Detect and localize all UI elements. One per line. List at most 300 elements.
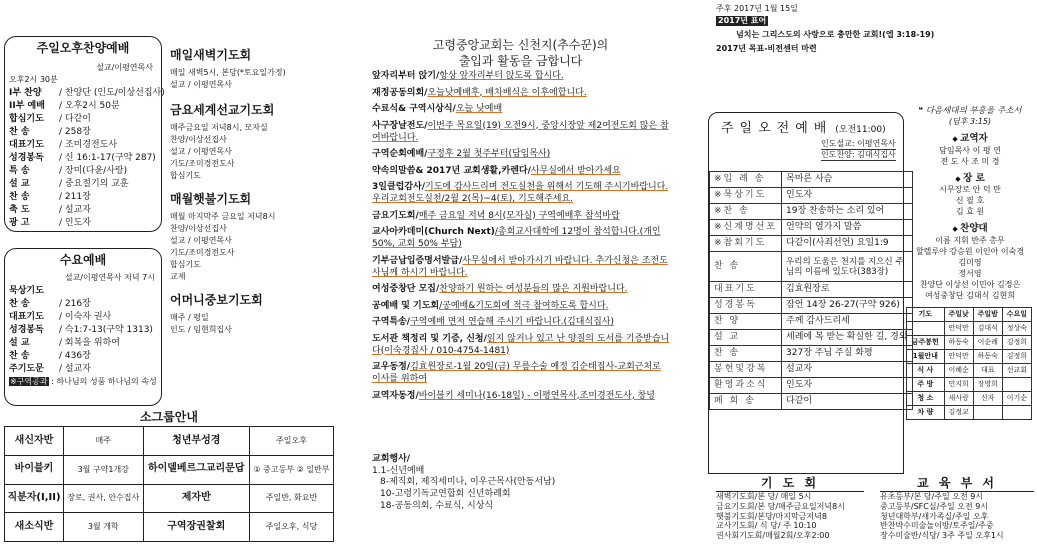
worship-order-label: 찬 송 xyxy=(710,346,782,362)
quote-icon: ❝ xyxy=(918,106,924,116)
prayer-meeting-title: 어머니중보기도회 xyxy=(170,293,263,307)
sunday-worship-time: (오전11:00) xyxy=(835,125,886,135)
duty-cell: 차 량 xyxy=(907,406,945,420)
news-item-text: 사무실에서 받아가세요 xyxy=(530,165,621,176)
worship-order-row xyxy=(710,282,913,298)
order-value: / 회복을 위하여 xyxy=(59,338,120,348)
staff-line: 정서영 xyxy=(958,269,982,279)
small-group-cell: 새소식반 xyxy=(5,513,64,542)
prayer-bottom-line: 교사기도회/ 식 당/ 주 10:10 xyxy=(716,521,817,531)
duty-header: 기도 xyxy=(907,308,945,322)
duty-cell: 장영희 xyxy=(973,378,1002,392)
wednesday-worship-box xyxy=(4,248,162,406)
news-item xyxy=(372,390,672,402)
order-value: / 436장 xyxy=(59,351,91,361)
event-item: 18-공동의회, 수료식, 시상식 xyxy=(380,500,494,511)
worship-order-label: 폐 회 송 xyxy=(710,394,782,410)
worship-order-value: 327장 주님 주실 화평 xyxy=(782,346,913,362)
worship-order-value: 인도자 xyxy=(782,378,913,394)
prayer-meeting-line: 매월 마지막주 금요일 저녁8시 xyxy=(170,212,276,221)
prayer-meeting-line: 합심기도 xyxy=(170,260,201,269)
prayer-meeting xyxy=(170,48,330,91)
small-group-row xyxy=(5,455,334,484)
staff-line: 할렐루야 강승원 이인아 이숙경 xyxy=(915,247,1025,257)
duty-cell: 하동숙 xyxy=(944,336,973,350)
date-header: 주후 2017년 1월 15일 xyxy=(716,4,798,13)
staff-sections xyxy=(906,133,1034,302)
worship-order-label: 찬 양 xyxy=(710,314,782,330)
duty-row xyxy=(907,350,1032,364)
duty-cell: 김정교 xyxy=(944,406,973,420)
order-value: / 216장 xyxy=(59,299,91,309)
order-row xyxy=(9,87,165,100)
motto-text: 넘치는 그리스도의 사랑으로 충만한 교회!(엡 3:18-19) xyxy=(736,30,935,39)
order-label: 설 교 xyxy=(9,179,30,189)
sunday-afternoon-order xyxy=(9,87,165,230)
sunday-afternoon-worship-title: 주일오후찬양예배 xyxy=(36,41,130,55)
news-item-heading: 도서관 책정리 및 기증, 신청/ xyxy=(372,333,487,344)
prayer-meeting-line: 설교 / 이평연목사 xyxy=(170,80,232,89)
worship-order-label: ※참회기도 xyxy=(710,236,782,252)
worship-order-row xyxy=(710,378,913,394)
order-row xyxy=(9,126,159,139)
news-item-text: 이번주 목요일(19) 오전9시, 중앙시장앞 제2여전도회 많은 참여바랍니다. xyxy=(372,120,669,143)
order-label: 광 고 xyxy=(9,218,30,228)
duty-cell xyxy=(1002,378,1031,392)
news-item-text: 사무실에서 받아가시기 바랍니다. 추가신청은 조전도사님께 하시기 바랍니다. xyxy=(372,255,668,278)
duty-row xyxy=(907,364,1032,378)
worship-order-row xyxy=(710,330,913,346)
order-value: / 이숙자 권사 xyxy=(59,312,112,322)
duty-cell xyxy=(973,406,1002,420)
order-row xyxy=(9,363,159,376)
staff-line: 찬양단 이상선 이민아 김정은 xyxy=(919,280,1021,290)
education-line: 청년대학부/새가족실/주일 오후 xyxy=(880,511,989,521)
wednesday-worship-title: 수요예배 xyxy=(59,253,107,267)
worship-order-row xyxy=(710,172,913,188)
news-item-text: /공예배&기도회에 적극 참여하도록 합시다. xyxy=(439,300,609,311)
prayer-bottom-line: 금요기도회/본 당/매주금요일저녁8시 xyxy=(716,501,845,511)
education-title: 교 육 부 서 xyxy=(880,476,1034,492)
duty-cell: 대표 xyxy=(973,364,1002,378)
news-item-heading: 수료식& 구역시상식/ xyxy=(372,104,456,114)
order-value: / 설교자 xyxy=(59,364,91,374)
order-row xyxy=(9,350,159,363)
worship-order-label: ※찬 송 xyxy=(710,204,782,220)
duty-table xyxy=(906,307,1032,420)
news-item xyxy=(372,120,672,144)
news-item-text: 항상 앞자리부터 앉도록 합시다. xyxy=(439,71,564,81)
order-value: / 설교자 xyxy=(59,205,91,215)
prayer-meeting xyxy=(170,293,330,336)
wednesday-order xyxy=(9,285,159,376)
small-group-title: 소그룹안내 xyxy=(140,410,198,424)
prayer-meeting-line: 찬양/이상선집사 xyxy=(170,135,227,144)
prayer-meeting-line: 인도 / 임현희집사 xyxy=(170,325,232,334)
worship-order-value: 목마른 사슴 xyxy=(782,172,913,188)
news-item xyxy=(372,70,672,82)
news-item xyxy=(372,148,672,160)
duty-cell: 이기순 xyxy=(1002,392,1031,406)
prayer-meeting-title: 매일새벽기도회 xyxy=(170,48,252,62)
small-group-cell: ① 중고등부 ② 일반부 xyxy=(249,455,333,484)
prayer-meeting-line: 매일 새벽5시, 본당(*토요일가정) xyxy=(170,68,286,77)
worship-order-row xyxy=(710,346,913,362)
news-item-text: 읽지 않거나 있고 난 양질의 도서를 기증받습니다(이숙경집사 / 010-4754-1481) xyxy=(372,333,670,356)
news-item xyxy=(372,255,672,279)
prayer-meeting-line: 교제 xyxy=(170,272,186,281)
duty-cell: 금주봉헌 xyxy=(907,336,945,350)
prayer-meeting-line: 기도/조미경전도사 xyxy=(170,248,235,257)
order-label: 축 도 xyxy=(9,205,30,215)
small-group-cell: 하이델베르그교리문답 xyxy=(143,455,249,484)
small-group-cell: 3월 구약1개강 xyxy=(63,455,143,484)
small-group-row xyxy=(5,484,334,513)
news-item-heading: 교사아카데미(Church Next) xyxy=(372,227,495,237)
worship-order-value: 잠언 14장 26-27(구약 926) xyxy=(782,298,913,314)
prayer-meeting-line: 설교 / 이평연목사 xyxy=(170,147,232,156)
duty-cell: 선교회 xyxy=(1002,364,1031,378)
news-item xyxy=(372,316,672,328)
prayer-meeting-line: 기도/조미경전도사 xyxy=(170,159,235,168)
order-value: / 신 16:1-17(구약 287) xyxy=(59,153,156,163)
order-row xyxy=(9,113,159,126)
news-item-heading: 금요기도회/ xyxy=(372,210,419,221)
worship-order-label: 대표기도 xyxy=(710,282,782,298)
news-item-text: 찬양하기 원하는 여성분들의 많은 지원바랍니다. xyxy=(439,284,628,294)
order-value: / 211장 xyxy=(59,192,91,202)
event-item: 8-제직회, 제직세미나, 이우근목사(안동서남) xyxy=(380,477,556,488)
news-item xyxy=(372,210,672,222)
news-title-line1: 고령중앙교회는 신천지(추수꾼)의 xyxy=(432,38,609,52)
worship-leader: 인도설교: 이평연목사 xyxy=(821,139,896,148)
news-item-text: 구역예배 면저 연습해 주시기 바랍니다.(김대식집사) xyxy=(410,317,614,327)
wednesday-leader: 설교/이평연목사 저녁 7시 xyxy=(64,273,155,282)
sunday-worship-heading xyxy=(721,121,886,137)
sunday-afternoon-time: 오후2시 30분 xyxy=(9,75,58,84)
worship-order-label: ※입 례 송 xyxy=(710,172,782,188)
news-item-heading: 사구장날전도/ xyxy=(372,120,428,131)
duty-row xyxy=(907,406,1032,420)
order-label: 합심기도 xyxy=(9,114,44,124)
order-label: 찬 송 xyxy=(9,192,30,202)
news-item-heading: 3일클럽감사/ xyxy=(372,182,426,192)
small-group-row xyxy=(5,427,334,456)
order-label: 주기도문 xyxy=(9,364,44,374)
sunday-worship-leaders xyxy=(821,139,896,161)
staff-section-name: 장 로 xyxy=(963,172,985,184)
news-item xyxy=(372,103,672,115)
small-group-cell: 매주 xyxy=(63,427,143,456)
worship-order-row xyxy=(710,188,913,204)
worship-order-value: 인도자 xyxy=(782,188,913,204)
prayer-meeting-line: 매주금요일 저녁8시, 모자실 xyxy=(170,123,268,132)
staff-line: 여성중창단 김대식 김현희 xyxy=(924,291,1016,301)
order-row xyxy=(9,337,159,350)
order-row xyxy=(9,152,159,165)
worship-order-value: 다같이(사죄선언) 요일1:9 xyxy=(782,236,913,252)
staff-line: 담임목사 이 평 연 xyxy=(939,145,1001,155)
staff-section-title xyxy=(906,173,1034,185)
staff-block xyxy=(906,106,1034,420)
staff-section xyxy=(906,223,1034,301)
order-row xyxy=(9,324,159,337)
event-item: 1.1-신년예배 xyxy=(372,465,425,476)
worship-order-row xyxy=(710,314,913,330)
sunday-worship-order-table xyxy=(709,171,913,410)
duty-cell: 김대식 xyxy=(973,322,1002,336)
motto-label: 2017년 표어 xyxy=(718,16,767,25)
small-group-cell: 구역장권찰회 xyxy=(143,513,249,542)
wednesday-note xyxy=(9,377,161,387)
small-group-cell: 주일반, 화요반 xyxy=(249,484,333,513)
duty-cell: 1월안내 xyxy=(907,350,945,364)
small-group-cell: 새신자반 xyxy=(5,427,64,456)
order-value: / 중요절기의 교훈 xyxy=(59,179,129,189)
news-item xyxy=(372,300,672,312)
duty-cell: 이순례 xyxy=(973,336,1002,350)
duty-row xyxy=(907,378,1032,392)
worship-order-value: 우리의 도움은 천지를 지으신 주님의 이름에 있도다(383장) xyxy=(782,252,913,282)
small-group-cell: 직분자(I,II) xyxy=(5,484,64,513)
worship-order-row xyxy=(710,220,913,236)
duty-cell: 김정희 xyxy=(1002,336,1031,350)
education-departments xyxy=(880,476,1034,541)
events-list xyxy=(372,466,672,513)
prayer-meeting-line: 찬양/이상선집사 xyxy=(170,224,227,233)
staff-section-name: 교역자 xyxy=(960,132,988,144)
news-item xyxy=(372,226,672,250)
duty-row xyxy=(907,322,1032,336)
order-label: 대표기도 xyxy=(9,312,44,322)
worship-order-row xyxy=(710,298,913,314)
duty-cell: 정상숙 xyxy=(1002,322,1031,336)
order-row xyxy=(9,100,159,113)
duty-cell: 이혜순 xyxy=(944,364,973,378)
news-item-text: /총회교사대학에 12명이 참석합니다.(개인 50%, 교회 50% 부담) xyxy=(372,227,661,249)
goal-text: 2017년 목표-비전센터 마련 xyxy=(716,44,817,53)
prayer-bottom-line: 권사회기도회/매월2회/오후2:00 xyxy=(716,531,830,540)
duty-cell: 식 사 xyxy=(907,364,945,378)
staff-section-name: 찬양대 xyxy=(960,223,988,235)
news-item xyxy=(372,361,672,385)
duty-cell xyxy=(1002,406,1031,420)
news-item-heading: 여성중창단 모집/ xyxy=(372,284,440,294)
prayer-bottom-line: 햇불기도회/본당/마지막금저녁8 xyxy=(716,511,827,521)
education-line: 반찬박수미술놀이방/토주일/주중 xyxy=(880,521,994,531)
prayer-meeting-title: 매월햇불기도회 xyxy=(170,192,252,206)
sunday-afternoon-worship-box xyxy=(4,36,165,232)
duty-cell: 안덕만 xyxy=(944,350,973,364)
duty-header-row xyxy=(907,308,1032,322)
prayer-meeting xyxy=(170,103,330,182)
news-item-text: 바이블키 세미나(16-18일) - 이평연목사,조미경전도사, 창녕 xyxy=(418,390,655,401)
prayer-meeting-title: 금요세계선교기도회 xyxy=(170,103,275,117)
order-value: / 다같이 xyxy=(59,114,91,124)
duty-header: 수요일 xyxy=(1002,308,1031,322)
order-label: 설 교 xyxy=(9,338,30,348)
order-value: / 258장 xyxy=(59,127,91,137)
event-item: 10-고령기독교연합회 신년하례회 xyxy=(380,489,511,500)
worship-order-value: 언약의 열가지 말씀 xyxy=(782,220,913,236)
staff-section-title xyxy=(906,223,1034,235)
worship-order-label: 설 교 xyxy=(710,330,782,346)
prayer-meetings-bottom xyxy=(716,476,864,541)
order-row xyxy=(9,139,159,152)
order-label: 성경봉독 xyxy=(9,153,44,163)
news-list xyxy=(372,70,672,406)
news-item xyxy=(372,87,672,99)
order-label: 찬 송 xyxy=(9,299,30,309)
order-row xyxy=(9,204,159,217)
news-item-heading: 공예배 및 기도회 xyxy=(372,300,440,311)
staff-line: 전 도 사 조 미 경 xyxy=(940,156,1000,166)
prayer-meeting-line: 설교 / 이평연목사 xyxy=(170,236,232,245)
news-item-text: 매주 금요일 저녁 8시(모자실) 구역예배후 참석바랍 xyxy=(418,210,620,221)
order-label: I부 찬양 xyxy=(9,88,42,98)
news-title xyxy=(368,38,673,69)
news-item xyxy=(372,283,672,295)
news-item-text: 오늘낮예배후, 배차배식은 이후에합니다. xyxy=(427,87,587,98)
duty-header: 주일낮 xyxy=(944,308,973,322)
duty-cell: 신자 xyxy=(973,392,1002,406)
small-group-cell: 바이블키 xyxy=(5,455,64,484)
news-item-heading: 구역순회예배/ xyxy=(372,149,428,159)
order-row xyxy=(9,298,159,311)
worship-order-row xyxy=(710,236,913,252)
prayer-meeting-line: 매주 / 평일 xyxy=(170,313,209,322)
prayer-meeting-line: 합심기도 xyxy=(170,171,201,180)
order-row xyxy=(9,191,159,204)
staff-section-title xyxy=(906,133,1034,145)
worship-order-label: ※묵상기도 xyxy=(710,188,782,204)
order-row xyxy=(9,285,159,298)
order-row xyxy=(9,311,159,324)
worship-order-row xyxy=(710,252,913,282)
order-value: / 찬양단 (인도/이상선집사) xyxy=(59,88,165,98)
duty-cell: 하동숙 xyxy=(973,350,1002,364)
staff-line: 김 효 원 xyxy=(955,207,985,217)
duty-header: 주일밤 xyxy=(973,308,1002,322)
order-value: / 오후2시 50분 xyxy=(59,101,120,111)
staff-section xyxy=(906,173,1034,218)
bullet-icon: ◆ xyxy=(952,134,961,143)
worship-order-value: 설교자 xyxy=(782,362,913,378)
worship-order-label: 환영과소식 xyxy=(710,378,782,394)
worship-order-row xyxy=(710,362,913,378)
duty-row xyxy=(907,336,1032,350)
duty-cell: 안덕만 xyxy=(944,322,973,336)
worship-order-row xyxy=(710,204,913,220)
staff-quote xyxy=(906,106,1034,117)
order-row xyxy=(9,165,159,178)
staff-section xyxy=(906,133,1034,167)
small-group-cell: 청년부성경 xyxy=(143,427,249,456)
prayer-bottom-line: 새벽기도회/본 당/ 매일 5시 xyxy=(716,492,812,501)
worship-order-label: 성경봉독 xyxy=(710,298,782,314)
prayer-bottom-lines xyxy=(716,492,864,541)
prayer-meeting xyxy=(170,192,330,283)
worship-order-value: 19장 찬송하는 소리 있어 xyxy=(782,204,913,220)
worship-leader: 인도찬양: 김대식집사 xyxy=(821,150,896,159)
worship-order-value: 다같이 xyxy=(782,394,913,410)
prayer-bottom-title: 기 도 회 xyxy=(716,476,864,492)
duty-cell: 김정희 xyxy=(1002,350,1031,364)
news-item-heading: 재정공동의회/ xyxy=(372,87,428,98)
sunday-worship-title: 주일오전예배 xyxy=(721,121,833,136)
order-label: 대표기도 xyxy=(9,140,44,150)
order-row xyxy=(9,217,159,230)
news-item-heading: 앞자리부터 앉기/ xyxy=(372,71,440,81)
small-group-table xyxy=(4,426,334,542)
events-title: 교회행사/ xyxy=(372,454,411,464)
duty-cell: 주 방 xyxy=(907,378,945,392)
events-block xyxy=(372,454,672,512)
education-line: 중고등부/SFC실/주일 오전 9시 xyxy=(880,501,989,511)
staff-line: 김미영 xyxy=(958,258,982,268)
bullet-icon: ◆ xyxy=(955,174,964,183)
order-value: / 조미경전도사 xyxy=(59,140,118,150)
order-label: 찬 송 xyxy=(9,127,30,137)
sunday-afternoon-leader: 설교/이평연목사 xyxy=(96,63,153,72)
news-item-heading: 교역자동정/ xyxy=(372,390,419,401)
news-item-heading: 구역특송/ xyxy=(372,317,411,327)
order-label: II부 예배 xyxy=(9,101,45,111)
news-item-text: 구정후 2월 첫주부터(담임목사) xyxy=(427,149,551,159)
worship-order-value: 김효원장로 xyxy=(782,282,913,298)
news-item-heading: 교우동정/ xyxy=(372,362,411,372)
small-group-cell: 제자반 xyxy=(143,484,249,513)
order-value: / 장미(다윤/사랑) xyxy=(59,166,128,176)
small-group-cell: 장로, 권사, 안수집사 xyxy=(63,484,143,513)
staff-line: 이름 지휘 반주 총무 xyxy=(935,236,1005,246)
bullet-icon: ◆ xyxy=(952,225,961,234)
small-group-cell: 주일오후, 식당 xyxy=(249,513,333,542)
duty-cell xyxy=(907,322,945,336)
worship-order-label: ※신계명선포 xyxy=(710,220,782,236)
staff-quote-text: 다음세대의 부흥을 주소서 xyxy=(925,106,1022,116)
news-item-text: 오늘 낮예배 xyxy=(455,104,503,114)
news-item xyxy=(372,165,672,177)
news-item-heading: 기부금납입증명서발급/ xyxy=(372,255,463,266)
news-item-heading: 약속의말씀& 2017년 교회생활,카렌다/ xyxy=(372,165,531,176)
order-value: / 인도자 xyxy=(59,218,91,228)
worship-order-row xyxy=(710,394,913,410)
duty-row xyxy=(907,392,1032,406)
order-label: 묵상기도 xyxy=(9,286,44,296)
order-value: / 슥1:7-13(구약 1313) xyxy=(59,325,153,335)
news-title-line2: 출입과 활동을 금합니다 xyxy=(458,53,583,68)
duty-cell: 민지희 xyxy=(944,378,973,392)
order-label: 성경봉독 xyxy=(9,325,44,335)
sunday-worship-frame xyxy=(708,112,908,474)
duty-cell: 새사랑 xyxy=(944,392,973,406)
small-group-cell: 주일오후 xyxy=(249,427,333,456)
small-group-row xyxy=(5,513,334,542)
education-lines xyxy=(880,492,1034,541)
education-line: 장수미술반/식당/ 3주 주일 오후1시 xyxy=(880,531,1004,540)
news-item xyxy=(372,333,672,357)
worship-order-value: 세례에 복 받는 확실한 길, 경외 xyxy=(782,330,913,346)
staff-line: 신 필 호 xyxy=(955,196,985,206)
worship-order-label: 찬 송 xyxy=(710,252,782,282)
duty-cell: 청 소 xyxy=(907,392,945,406)
worship-order-value: 주께 감사드리세 xyxy=(782,314,913,330)
cell-group-lesson-label: ※구역공과 xyxy=(10,377,48,386)
news-item-text: 김효원장로-1월 20일(금) 무릎수술 예정 김순태집사-교회근처로 이사를 위하여 xyxy=(372,362,661,384)
news-item xyxy=(372,181,672,205)
cell-group-lesson-text: : 하나님의 성품 하나님의 속성 xyxy=(51,377,157,386)
